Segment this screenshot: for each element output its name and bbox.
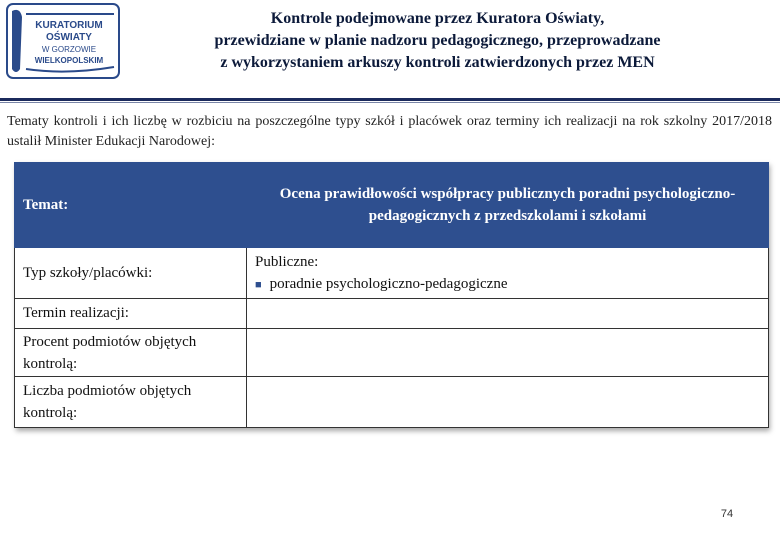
percent-value: [247, 329, 769, 377]
intro-paragraph: Tematy kontroli i ich liczbę w rozbiciu na poszczególne typy szkół i placówek oraz terminy ich realizacji na rok szkolny 2017/2018 ustalił Minister Edukacji Narodowej:: [7, 114, 772, 149]
school-type-item-text: poradnie psychologiczno-pedagogiczne: [269, 275, 508, 292]
svg-text:OŚWIATY: OŚWIATY: [46, 32, 92, 43]
count-value: [247, 377, 769, 428]
header-divider: [0, 98, 780, 101]
table-row-percent: [15, 329, 769, 377]
table-row-school-type: [15, 248, 769, 299]
table-row-count: [15, 377, 769, 428]
table-row-deadline: [15, 299, 769, 329]
svg-text:W GORZOWIE: W GORZOWIE: [41, 45, 97, 54]
topic-label: Temat:: [15, 163, 247, 248]
deadline-value: [247, 299, 769, 329]
percent-label: Procent podmiotów objętych kontrolą:: [15, 329, 247, 377]
square-bullet-icon: ■: [255, 278, 262, 291]
title-line-3: z wykorzystaniem arkuszy kontroli zatwierdzonych przez MEN: [220, 54, 655, 71]
page-title: [165, 8, 710, 74]
svg-text:KURATORIUM: KURATORIUM: [35, 20, 103, 31]
deadline-label: Termin realizacji:: [15, 299, 247, 329]
school-type-title: Publiczne:: [255, 253, 319, 270]
school-type-value: [247, 248, 769, 299]
page-number: 74: [720, 508, 734, 520]
topic-value: Ocena prawidłowości współpracy publicznych poradni psychologiczno-pedagogicznych z przedszkolami i szkołami: [247, 163, 769, 248]
header-divider-thin: [0, 102, 780, 103]
school-type-item: [255, 273, 760, 296]
title-line-1: Kontrole podejmowane przez Kuratora Oświaty,: [270, 10, 605, 27]
svg-text:WIELKOPOLSKIM: WIELKOPOLSKIM: [34, 56, 104, 65]
count-label: Liczba podmiotów objętych kontrolą:: [15, 377, 247, 428]
kuratorium-logo: [6, 3, 120, 79]
inspection-table: [14, 162, 769, 428]
title-line-2: przewidziane w planie nadzoru pedagogicznego, przeprowadzane: [214, 32, 661, 49]
table-row-topic: [15, 163, 769, 248]
school-type-label: Typ szkoły/placówki:: [15, 248, 247, 299]
